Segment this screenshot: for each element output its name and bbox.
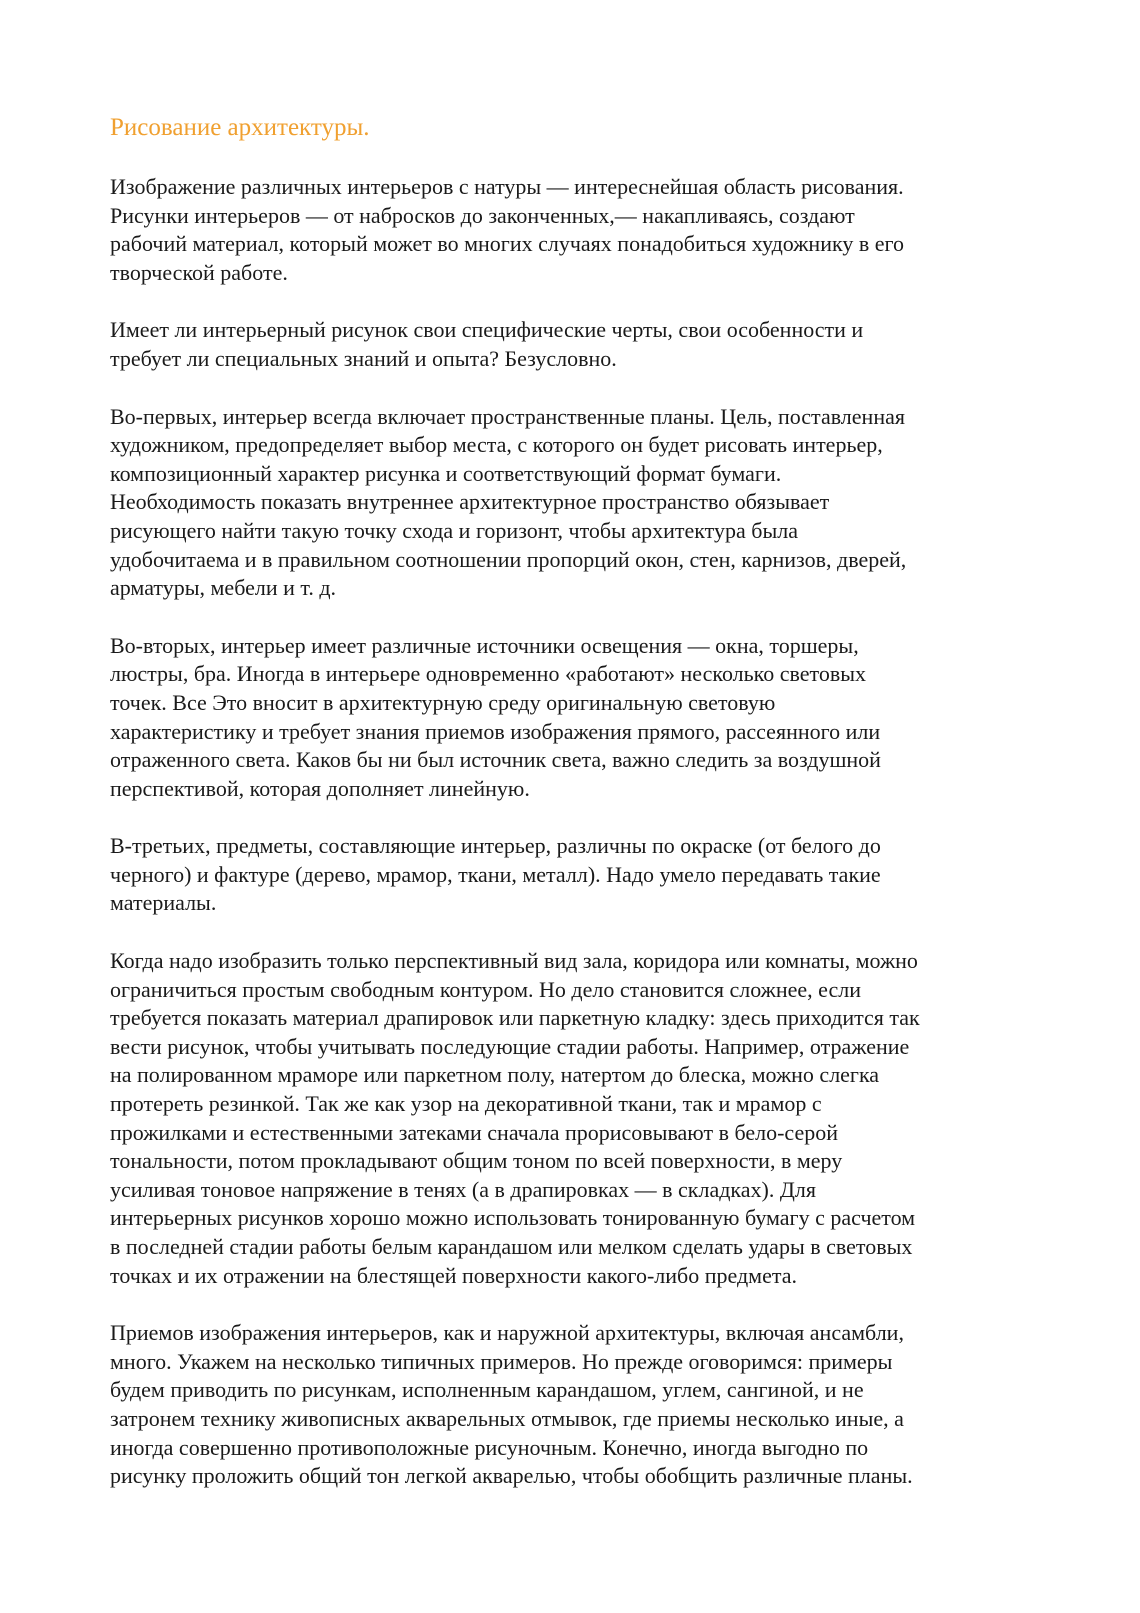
paragraph: Во-вторых, интерьер имеет различные источники освещения — окна, торшеры, люстры, бра. Иногда в интерьере одновременно «работают» несколько световых точек. Все Это вносит в архитектурную среду оригинальную световую характеристику и требует знания приемов изображения прямого, рассеянного или отраженного света. Каков бы ни был источник света, важно следить за воздушной перспективой, которая дополняет линейную. xyxy=(110,632,881,801)
paragraph: Во-первых, интерьер всегда включает пространственные планы. Цель, поставленная художником, предопределяет выбор места, с которого он будет рисовать интерьер, композиционный характер рисунка и соответствующий формат бумаги. Необходимость показать внутреннее архитектурное пространство обязывает рисующего найти такую точку схода и горизонт, чтобы архитектура была удобочитаема и в правильном соотношении пропорций окон, стен, карнизов, дверей, арматуры, мебели и т. д. xyxy=(110,403,907,601)
paragraph: Когда надо изобразить только перспективный вид зала, коридора или комнаты, можно ограничиться простым свободным контуром. Но дело становится сложнее, если требуется показать материал драпировок или паркетную кладку: здесь приходится так вести рисунок, чтобы учитывать последующие стадии работы. Например, отражение на полированном мраморе или паркетном полу, натертом до блеска, можно слегка протереть резинкой. Так же как узор на декоративной ткани, так и мрамор с прожилками и естественными затеками сначала прорисовывают в бело-серой тональности, потом прокладывают общим тоном по всей поверхности, в меру усиливая тоновое напряжение в тенях (а в драпировках — в складках). Для интерьерных рисунков хорошо можно использовать тонированную бумагу с расчетом в последней стадии работы белым карандашом или мелком сделать удары в световых точках и их отражении на блестящей поверхности какого-либо предмета. xyxy=(110,948,920,1288)
paragraph: Имеет ли интерьерный рисунок свои специфические черты, свои особенности и требует ли специальных знаний и опыта? Безусловно. xyxy=(110,317,864,371)
paragraph: В-третьих, предметы, составляющие интерьер, различны по окраске (от белого до черного) и фактуре (дерево, мрамор, ткани, металл). Надо умело передавать такие материалы. xyxy=(110,833,881,916)
paragraph: Приемов изображения интерьеров, как и наружной архитектуры, включая ансамбли, много. Укажем на несколько типичных примеров. Но прежде оговоримся: примеры будем приводить по рисункам, исполненным карандашом, углем, сангиной, и не затронем технику живописных акварельных отмывок, где приемы несколько иные, а иногда совершенно противоположные рисуночным. Конечно, иногда выгодно по рисунку проложить общий тон легкой акварелью, чтобы обобщить различные планы. xyxy=(110,1320,913,1489)
document-page xyxy=(110,112,1040,1520)
page-title: Рисование архитектуры. xyxy=(110,114,370,141)
paragraph: Изображение различных интерьеров с натуры — интереснейшая область рисования. Рисунки интерьеров — от набросков до законченных,— накапливаясь, создают рабочий материал, который может во многих случаях понадобиться художнику в его творческой работе. xyxy=(110,174,904,285)
